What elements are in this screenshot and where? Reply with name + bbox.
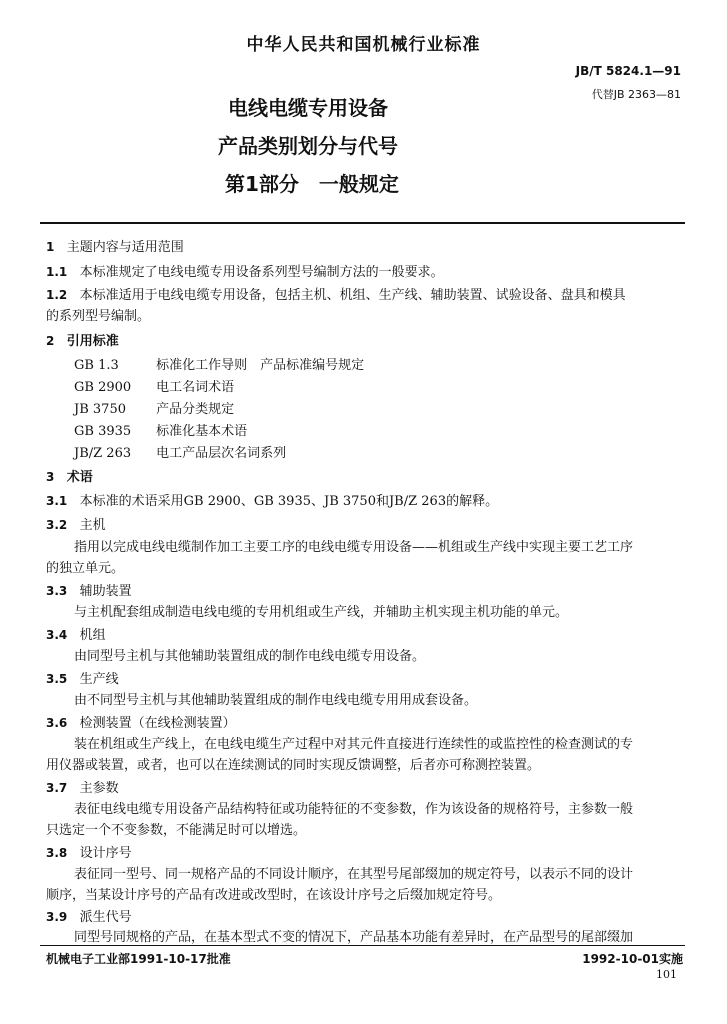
clause-3-6-heading: [46, 712, 236, 731]
clause-3-2-heading: [46, 514, 106, 533]
standard-code: JB/T 5824.1—91: [575, 64, 681, 78]
reference-title: 标准化基本术语: [156, 424, 248, 439]
section-number: 3: [46, 470, 55, 484]
clause-3-5-heading: [46, 668, 119, 687]
clause-number: 3.5: [46, 672, 68, 686]
section-number: 2: [46, 334, 55, 348]
reference-code: GB 2900: [74, 380, 132, 395]
reference-title: 电工产品层次名词系列: [156, 446, 287, 461]
clause-text: 本标准适用于电线电缆专用设备，包括主机、机组、生产线、辅助装置、试验设备、盘具和模具: [79, 288, 626, 303]
clause-number: 3.1: [46, 494, 68, 508]
reference-row: [74, 354, 364, 373]
section-2-heading: [46, 330, 119, 349]
clause-3-8-text: 表征同一型号、同一规格产品的不同设计顺序，在其型号尾部缀加的规定符号，以表示不同的设计: [74, 867, 634, 882]
reference-title: 电工名词术语: [156, 380, 235, 395]
clause-title: 检测装置（在线检测装置）: [79, 716, 236, 731]
section-title: 主题内容与适用范围: [66, 240, 184, 255]
replaces-standard: 代替JB 2363—81: [591, 88, 681, 101]
clause-3-9-text: 同型号同规格的产品，在基本型式不变的情况下，产品基本功能有差异时，在产品型号的尾部缀加: [74, 930, 634, 945]
clause-number: 3.8: [46, 846, 68, 860]
clause-title: 生产线: [79, 672, 119, 687]
clause-3-3-text: 与主机配套组成制造电线电缆的专用机组或生产线，并辅助主机实现主机功能的单元。: [74, 605, 569, 620]
effective-date: 1992-10-01实施: [582, 952, 683, 966]
clause-number: 3.2: [46, 518, 68, 532]
clause-text: 本标准的术语采用GB 2900、GB 3935、JB 3750和JB/Z 263的解释。: [79, 494, 499, 509]
clause-number: 3.6: [46, 716, 68, 730]
clause-title: 设计序号: [79, 846, 132, 861]
doc-title-line3: 第1部分 一般规定: [225, 172, 399, 196]
clause-1-2: [46, 284, 626, 303]
reference-row: [74, 398, 234, 417]
issuing-authority-title: 中华人民共和国机械行业标准: [246, 35, 481, 55]
clause-3-6-text: 装在机组或生产线上，在电线电缆生产过程中对其元件直接进行连续性的或监控性的检查测试的专: [74, 737, 634, 752]
clause-number: 1.1: [46, 265, 68, 279]
clause-3-5-text: 由不同型号主机与其他辅助装置组成的制作电线电缆专用用成套设备。: [74, 693, 478, 708]
clause-3-2-text: 指用以完成电线电缆制作加工主要工序的电线电缆专用设备——机组或生产线中实现主要工艺工序: [74, 540, 634, 555]
clause-title: 机组: [79, 628, 106, 643]
clause-title: 辅助装置: [79, 584, 132, 599]
reference-title: 产品分类规定: [156, 402, 235, 417]
clause-1-2-cont: 的系列型号编制。: [46, 309, 151, 324]
section-1-heading: [46, 236, 184, 255]
clause-title: 派生代号: [79, 910, 132, 925]
clause-3-7-text-cont: 只选定一个不变参数，不能满足时可以增选。: [46, 823, 307, 838]
reference-row: [74, 442, 286, 461]
reference-title: 标准化工作导则 产品标准编号规定: [156, 358, 365, 373]
clause-number: 3.4: [46, 628, 68, 642]
clause-3-7-text: 表征电线电缆专用设备产品结构特征或功能特征的不变参数，作为该设备的规格符号，主参数一般: [74, 802, 634, 817]
clause-3-3-heading: [46, 580, 132, 599]
clause-title: 主参数: [79, 781, 119, 796]
clause-number: 3.7: [46, 781, 68, 795]
clause-3-7-heading: [46, 777, 119, 796]
reference-code: GB 3935: [74, 424, 132, 439]
header-divider: [40, 222, 685, 224]
clause-1-1: [46, 261, 444, 280]
clause-3-8-heading: [46, 842, 132, 861]
clause-3-4-heading: [46, 624, 106, 643]
section-number: 1: [46, 240, 55, 254]
section-title: 引用标准: [66, 334, 119, 349]
clause-3-6-text-cont: 用仪器或装置，或者，也可以在连续测试的同时实现反馈调整，后者亦可称测控装置。: [46, 758, 541, 773]
clause-3-9-heading: [46, 906, 132, 925]
clause-title: 主机: [79, 518, 106, 533]
reference-code: GB 1.3: [74, 358, 119, 373]
clause-number: 1.2: [46, 288, 68, 302]
reference-code: JB 3750: [74, 402, 126, 417]
clause-number: 3.3: [46, 584, 68, 598]
reference-row: [74, 420, 247, 439]
section-title: 术语: [66, 470, 93, 485]
reference-row: [74, 376, 234, 395]
page-number: 101: [656, 968, 677, 981]
clause-number: 3.9: [46, 910, 68, 924]
doc-title-line2: 产品类别划分与代号: [218, 134, 398, 158]
approval-statement: 机械电子工业部1991-10-17批准: [46, 952, 231, 966]
clause-3-8-text-cont: 顺序，当某设计序号的产品有改进或改型时，在该设计序号之后缀加规定符号。: [46, 888, 502, 903]
clause-3-1: [46, 490, 498, 509]
footer-divider: [40, 945, 685, 946]
doc-title-line1: 电线电缆专用设备: [228, 96, 388, 120]
clause-3-2-text-cont: 的独立单元。: [46, 561, 125, 576]
clause-3-4-text: 由同型号主机与其他辅助装置组成的制作电线电缆专用设备。: [74, 649, 426, 664]
section-3-heading: [46, 466, 93, 485]
clause-text: 本标准规定了电线电缆专用设备系列型号编制方法的一般要求。: [79, 265, 444, 280]
reference-code: JB/Z 263: [74, 446, 132, 461]
